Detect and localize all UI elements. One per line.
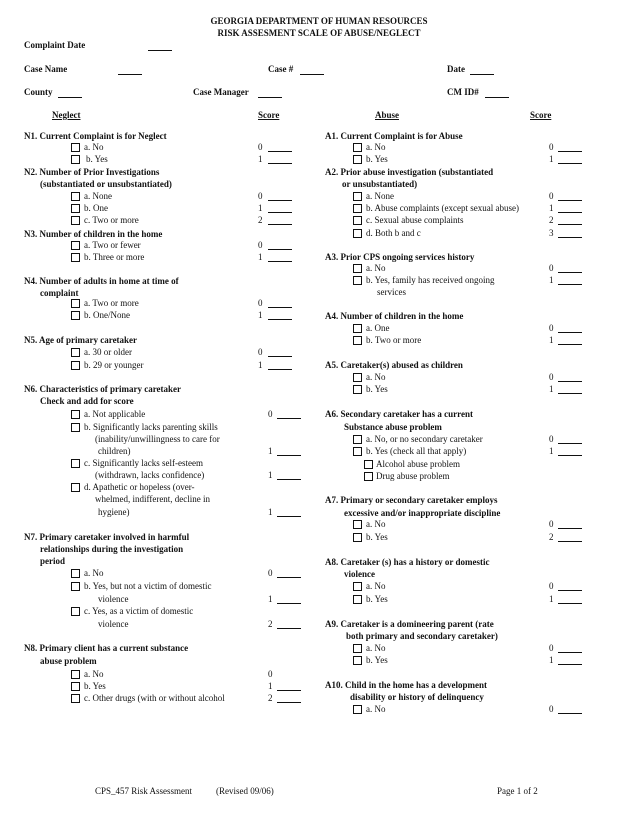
n4-b-checkbox[interactable] [71,311,80,320]
n3-a-score-line[interactable] [268,249,292,250]
county-label: County [24,87,53,97]
a4-b-score-line[interactable] [558,344,582,345]
a3-b-score-line[interactable] [558,284,582,285]
n6-title-cont: Check and add for score [40,396,134,406]
abuse-column-header: Abuse [375,110,400,120]
n6-c-score: 1 [268,470,273,480]
a9-b-checkbox[interactable] [353,656,362,665]
a3-b-label: b. Yes, family has received ongoing [366,275,495,285]
a6-a-label: a. No, or no secondary caretaker [366,434,483,444]
a1-b-checkbox[interactable] [353,155,362,164]
a5-b-score: 1 [549,384,554,394]
a1-b-score-line[interactable] [558,163,582,164]
n2-b-score: 1 [258,203,263,213]
a6-a-score-line[interactable] [558,443,582,444]
a2-c-score-line[interactable] [558,224,582,225]
n2-b-score-line[interactable] [268,212,292,213]
footer-page-number: Page 1 of 2 [497,786,538,796]
n6-title: N6. Characteristics of primary caretaker [24,384,182,394]
n8-a-score: 0 [268,669,273,679]
a5-a-score-line[interactable] [558,381,582,382]
a2-title: A2. Prior abuse investigation (substantiated [325,167,494,177]
n5-b-checkbox[interactable] [71,361,80,370]
n3-b-score: 1 [258,252,263,262]
n1-a-score-line[interactable] [268,151,292,152]
a2-d-label: d. Both b and c [366,228,421,238]
a6-b-label: b. Yes (check all that apply) [366,446,467,456]
a4-b-checkbox[interactable] [353,336,362,345]
a2-a-score: 0 [549,191,554,201]
n4-a-checkbox[interactable] [71,299,80,308]
n4-a-score: 0 [258,298,263,308]
a2-a-checkbox[interactable] [353,192,362,201]
n3-title: N3. Number of children in the home [24,229,163,239]
a4-a-score: 0 [549,323,554,333]
cm-id-field[interactable] [485,97,509,98]
n8-title: N8. Primary client has a current substance [24,643,189,653]
a8-title: A8. Caretaker (s) has a history or domestic [325,557,490,567]
n8-b-checkbox[interactable] [71,682,80,691]
n5-title: N5. Age of primary caretaker [24,335,138,345]
n1-b-checkbox[interactable] [71,155,80,164]
a3-b-label-cont: services [377,287,406,297]
n2-a-score-line[interactable] [268,200,292,201]
n1-b-label: b. Yes [86,154,108,164]
a3-a-checkbox[interactable] [353,264,362,273]
n7-c-label-cont: violence [98,619,129,629]
n3-a-checkbox[interactable] [71,241,80,250]
a3-a-score: 0 [549,263,554,273]
a7-a-checkbox[interactable] [353,520,362,529]
n2-c-checkbox[interactable] [71,216,80,225]
n8-title-cont: abuse problem [40,656,97,666]
a6-alcohol-checkbox[interactable] [364,460,373,469]
n8-c-score-line[interactable] [277,702,301,703]
n2-c-score-line[interactable] [268,224,292,225]
a10-title-cont: disability or history of delinquency [350,692,484,702]
a9-a-score: 0 [549,643,554,653]
n3-b-checkbox[interactable] [71,253,80,262]
a6-b-score-line[interactable] [558,455,582,456]
n1-b-score-line[interactable] [268,163,292,164]
n5-a-score: 0 [258,347,263,357]
n1-title: N1. Current Complaint is for Neglect [24,131,167,141]
n2-title: N2. Number of Prior Investigations [24,167,160,177]
a2-c-score: 2 [549,215,554,225]
n7-b-checkbox[interactable] [71,582,80,591]
n7-b-label: b. Yes, but not a victim of domestic [84,581,212,591]
n6-b-checkbox[interactable] [71,423,80,432]
a4-title: A4. Number of children in the home [325,311,464,321]
n8-c-score: 2 [268,693,273,703]
n4-b-score-line[interactable] [268,319,292,320]
a6-alcohol-label: Alcohol abuse problem [376,459,460,469]
n7-b-label-cont: violence [98,594,129,604]
case-manager-label: Case Manager [193,87,249,97]
a9-a-score-line[interactable] [558,652,582,653]
a6-a-score: 0 [549,434,554,444]
a5-title: A5. Caretaker(s) abused as children [325,360,463,370]
footer-revised: (Revised 09/06) [216,786,274,796]
n6-d-score: 1 [268,507,273,517]
a2-b-score-line[interactable] [558,212,582,213]
n1-a-checkbox[interactable] [71,143,80,152]
n7-a-checkbox[interactable] [71,569,80,578]
a8-a-checkbox[interactable] [353,582,362,591]
a10-a-score-line[interactable] [558,713,582,714]
case-manager-field[interactable] [258,97,282,98]
n8-a-checkbox[interactable] [71,670,80,679]
a7-b-score: 2 [549,532,554,542]
n6-c-checkbox[interactable] [71,459,80,468]
n5-a-label: a. 30 or older [84,347,132,357]
n1-a-score: 0 [258,142,263,152]
n4-b-score: 1 [258,310,263,320]
a8-b-score-line[interactable] [558,603,582,604]
a2-a-score-line[interactable] [558,200,582,201]
a6-b-checkbox[interactable] [353,447,362,456]
n2-title-cont: (substantiated or unsubstantiated) [40,179,172,189]
n6-a-score: 0 [268,409,273,419]
a8-b-label: b. Yes [366,594,388,604]
a1-a-label: a. No [366,142,386,152]
n7-b-score-line[interactable] [277,603,301,604]
a9-a-label: a. No [366,643,386,653]
n1-a-label: a. No [84,142,104,152]
a6-drug-checkbox[interactable] [364,472,373,481]
n6-d-checkbox[interactable] [71,483,80,492]
a7-a-label: a. No [366,519,386,529]
case-number-label: Case # [268,64,294,74]
n4-b-label: b. One/None [84,310,130,320]
n5-b-score-line[interactable] [268,369,292,370]
a3-b-checkbox[interactable] [353,276,362,285]
a5-a-label: a. No [366,372,386,382]
a1-a-checkbox[interactable] [353,143,362,152]
n2-b-checkbox[interactable] [71,204,80,213]
n1-b-score: 1 [258,154,263,164]
a2-d-score: 3 [549,228,554,238]
a9-title-cont: both primary and secondary caretaker) [346,631,498,641]
a9-title: A9. Caretaker is a domineering parent (rate [325,619,494,629]
case-name-label: Case Name [24,64,68,74]
n8-b-score: 1 [268,681,273,691]
n6-a-label: a. Not applicable [84,409,146,419]
date-label: Date [447,64,465,74]
case-number-field[interactable] [300,74,324,75]
n8-c-checkbox[interactable] [71,694,80,703]
n2-c-label: c. Two or more [84,215,139,225]
a6-b-score: 1 [549,446,554,456]
a1-a-score-line[interactable] [558,151,582,152]
a1-a-score: 0 [549,142,554,152]
a10-a-label: a. No [366,704,386,714]
n8-c-label: c. Other drugs (with or without alcohol [84,693,225,703]
a5-a-checkbox[interactable] [353,373,362,382]
a2-c-checkbox[interactable] [353,216,362,225]
n7-c-score-line[interactable] [277,628,301,629]
n2-a-score: 0 [258,191,263,201]
neglect-column-header: Neglect [52,110,81,120]
a7-title-cont: excessive and/or inappropriate discipline [344,508,501,518]
a4-a-checkbox[interactable] [353,324,362,333]
n8-a-label: a. No [84,669,104,679]
n6-b-label-cont2: children) [98,446,131,456]
a2-b-checkbox[interactable] [353,204,362,213]
a1-b-label: b. Yes [366,154,388,164]
a7-b-score-line[interactable] [558,541,582,542]
a3-a-score-line[interactable] [558,272,582,273]
cm-id-label: CM ID# [447,87,479,97]
a7-a-score-line[interactable] [558,528,582,529]
n6-b-label-cont: (inability/unwillingness to care for [95,434,220,444]
a8-b-checkbox[interactable] [353,595,362,604]
a4-b-label: b. Two or more [366,335,422,345]
n2-b-label: b. One [84,203,108,213]
n2-a-label: a. None [84,191,112,201]
n3-a-label: a. Two or fewer [84,240,141,250]
n7-title-cont: relationships during the investigation [40,544,184,554]
a5-b-checkbox[interactable] [353,385,362,394]
n3-a-score: 0 [258,240,263,250]
a2-b-score: 1 [549,203,554,213]
a5-b-score-line[interactable] [558,393,582,394]
a2-d-score-line[interactable] [558,237,582,238]
n7-title: N7. Primary caretaker involved in harmful [24,532,190,542]
complaint-date-label: Complaint Date [24,40,86,50]
n2-c-score: 2 [258,215,263,225]
n6-d-label-cont2: hygiene) [98,507,130,517]
a9-a-checkbox[interactable] [353,644,362,653]
n7-title-cont2: period [40,556,66,566]
n7-a-score-line[interactable] [277,577,301,578]
n4-title-cont: complaint [40,288,79,298]
n5-b-label: b. 29 or younger [84,360,144,370]
a5-b-label: b. Yes [366,384,388,394]
n4-a-score-line[interactable] [268,307,292,308]
a7-title: A7. Primary or secondary caretaker employs [325,495,498,505]
n2-a-checkbox[interactable] [71,192,80,201]
n5-a-score-line[interactable] [268,356,292,357]
n7-a-label: a. No [84,568,104,578]
complaint-date-field[interactable] [148,50,172,51]
form-title: GEORGIA DEPARTMENT OF HUMAN RESOURCES [210,16,428,26]
a5-a-score: 0 [549,372,554,382]
n7-c-label: c. Yes, as a victim of domestic [84,606,194,616]
a9-b-score-line[interactable] [558,664,582,665]
a10-a-score: 0 [549,704,554,714]
n5-a-checkbox[interactable] [71,348,80,357]
a9-b-score: 1 [549,655,554,665]
a4-b-score: 1 [549,335,554,345]
n6-c-score-line[interactable] [277,479,301,480]
case-name-field[interactable] [118,74,142,75]
a3-b-score: 1 [549,275,554,285]
county-field[interactable] [58,97,82,98]
n6-b-label: b. Significantly lacks parenting skills [84,422,218,432]
neglect-score-header: Score [258,110,280,120]
n5-b-score: 1 [258,360,263,370]
a1-title: A1. Current Complaint is for Abuse [325,131,463,141]
abuse-score-header: Score [530,110,552,120]
a8-a-label: a. No [366,581,386,591]
n8-b-label: b. Yes [84,681,106,691]
a6-title: A6. Secondary caretaker has a current [325,409,473,419]
a2-d-checkbox[interactable] [353,229,362,238]
a4-a-score-line[interactable] [558,332,582,333]
footer-form-number: CPS_457 Risk Assessment [95,786,193,796]
a8-title-cont: violence [344,569,375,579]
n7-c-score: 2 [268,619,273,629]
n4-title: N4. Number of adults in home at time of [24,276,179,286]
a4-a-label: a. One [366,323,390,333]
n6-b-score-line[interactable] [277,455,301,456]
date-field[interactable] [470,74,494,75]
a10-title: A10. Child in the home has a development [325,680,488,690]
n6-d-score-line[interactable] [277,516,301,517]
a2-title-cont: or unsubstantiated) [342,179,418,189]
a8-a-score: 0 [549,581,554,591]
a7-a-score: 0 [549,519,554,529]
n7-a-score: 0 [268,568,273,578]
a7-b-checkbox[interactable] [353,533,362,542]
n6-c-label: c. Significantly lacks self-esteem [84,458,203,468]
a1-b-score: 1 [549,154,554,164]
a2-c-label: c. Sexual abuse complaints [366,215,464,225]
a3-a-label: a. No [366,263,386,273]
a8-a-score-line[interactable] [558,590,582,591]
a3-title: A3. Prior CPS ongoing services history [325,252,475,262]
a9-b-label: b. Yes [366,655,388,665]
n4-a-label: a. Two or more [84,298,139,308]
a6-a-checkbox[interactable] [353,435,362,444]
n3-b-label: b. Three or more [84,252,145,262]
n6-b-score: 1 [268,446,273,456]
n6-a-score-line[interactable] [277,418,301,419]
a6-title-cont: Substance abuse problem [344,422,442,432]
n6-d-label: d. Apathetic or hopeless (over- [84,482,195,492]
a6-drug-label: Drug abuse problem [376,471,450,481]
a7-b-label: b. Yes [366,532,388,542]
a2-a-label: a. None [366,191,394,201]
n7-c-checkbox[interactable] [71,607,80,616]
a8-b-score: 1 [549,594,554,604]
n6-d-label-cont: whelmed, indifferent, decline in [95,494,211,504]
n8-b-score-line[interactable] [277,690,301,691]
a2-b-label: b. Abuse complaints (except sexual abuse) [366,203,519,213]
n7-b-score: 1 [268,594,273,604]
n3-b-score-line[interactable] [268,261,292,262]
a10-a-checkbox[interactable] [353,705,362,714]
n6-c-label-cont: (withdrawn, lacks confidence) [95,470,205,480]
form-subtitle: RISK ASSESMENT SCALE OF ABUSE/NEGLECT [217,28,421,38]
n6-a-checkbox[interactable] [71,410,80,419]
